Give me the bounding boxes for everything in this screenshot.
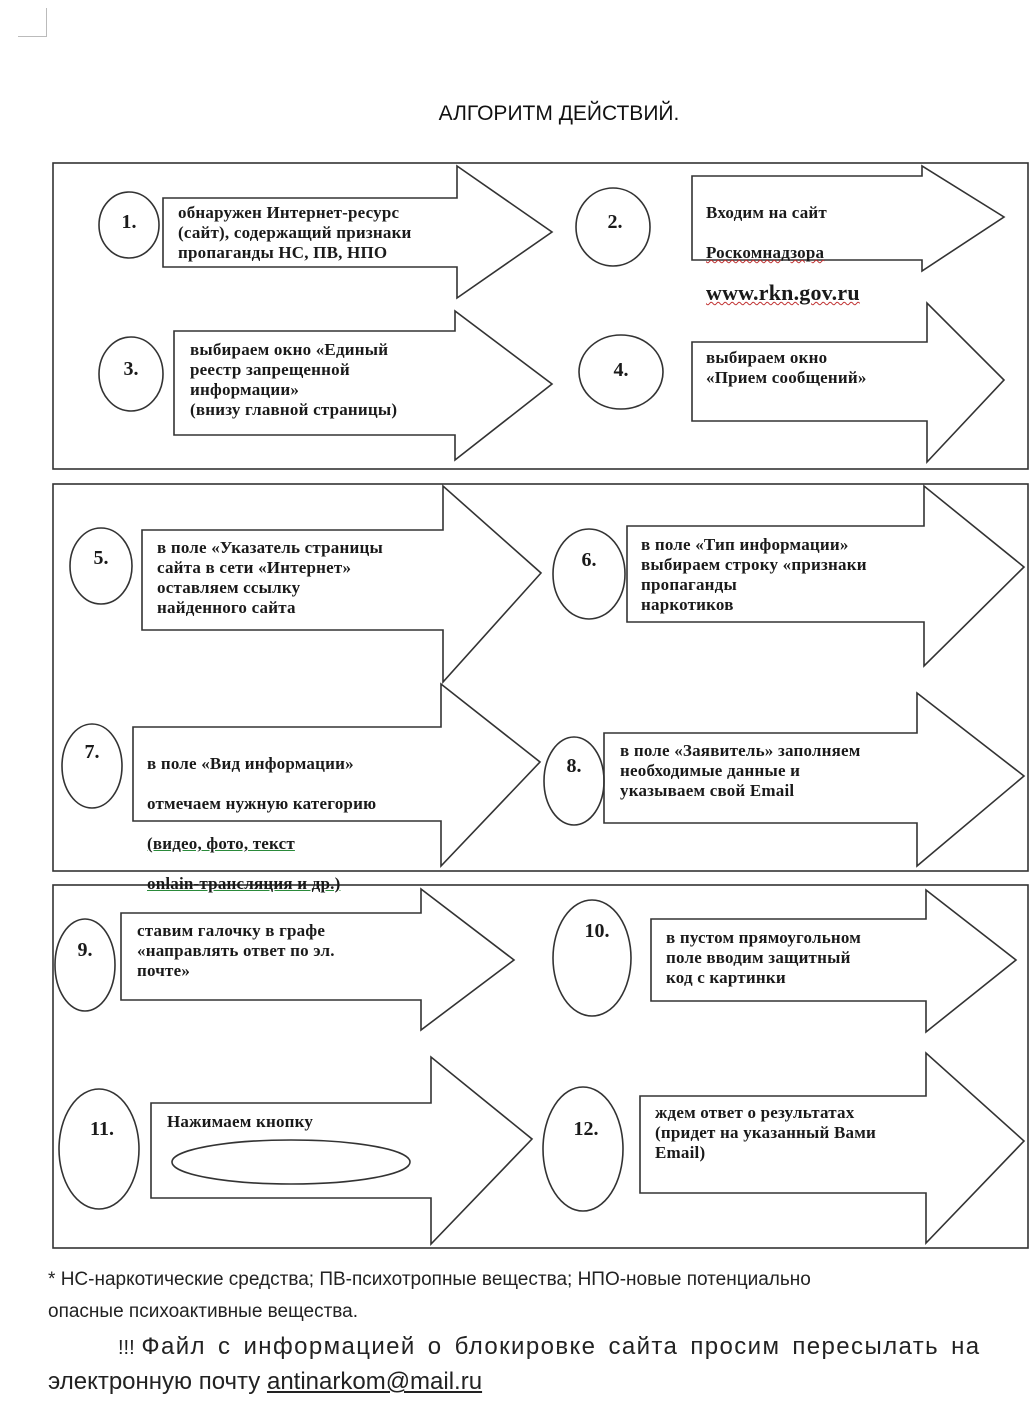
step-11-number: 11. [90,1118,114,1140]
step-12-circle [543,1087,623,1211]
step-11-circle [59,1089,139,1209]
step-2-number: 2. [607,211,623,233]
step-10-circle [553,900,631,1016]
step-3-text: выбираем окно «Единый реестр запрещенной информации» (внизу главной страницы) [190,340,398,419]
step-7-line2: отмечаем нужную категорию [147,794,377,813]
step-7-line3: (видео, фото, текст [147,834,295,853]
step-9-text: ставим галочку в графе «направлять ответ по эл. почте» [137,921,335,980]
step-4-text: выбираем окно «Прием сообщений» [706,348,867,387]
step-7-line1: в поле «Вид информации» [147,754,354,773]
email-link[interactable]: antinarkom@mail.ru [266,1368,483,1395]
step-9-circle [55,919,115,1011]
step-11-arrow [151,1057,532,1244]
step-3-number: 3. [123,358,139,380]
step-2-line1: Входим на сайт [706,203,827,222]
step-5-text: в поле «Указатель страницы сайта в сети «Интернет» оставляем ссылку найденного сайта [157,538,383,617]
step-8-number: 8. [566,755,582,777]
step-6-text: в поле «Тип информации» выбираем строку «признаки пропаганды наркотиков [641,535,867,614]
step-1-number: 1. [121,211,137,233]
step-8-circle [544,737,604,825]
step-8-text: в поле «Заявитель» заполняем необходимые данные и указываем свой Email [620,741,861,800]
step-7-circle [62,724,122,808]
step-11-text: Нажимаем кнопку [167,1112,314,1131]
step-2-line2: Роскомнадзора [706,243,825,262]
step-7-text [147,734,447,894]
footnote-line2: опасные психоактивные вещества. [48,1301,359,1322]
submit-button-shape [172,1140,410,1184]
step-6-circle [553,529,625,619]
step-1-text: обнаружен Интернет-ресурс (сайт), содержащий признаки пропаганды НС, ПВ, НПО [178,203,412,262]
step-10-text: в пустом прямоугольном поле вводим защитный код с картинки [666,928,862,987]
step-4-number: 4. [613,359,629,381]
step-6-number: 6. [581,549,597,571]
notice-marks: !!! [118,1337,135,1359]
step-12-text: ждем ответ о результатах (придет на указанный Вами Email) [655,1103,876,1162]
page-title: АЛГОРИТМ ДЕЙСТВИЙ. [438,102,680,125]
step-2-text [706,183,926,305]
step-2-url: www.rkn.gov.ru [706,280,860,305]
footnote-line1: НС-наркотические средства; ПВ-психотропные вещества; НПО-новые потенциально [60,1269,811,1290]
step-5-number: 5. [93,547,109,569]
notice-line2-prefix: электронную почту [48,1368,261,1395]
step-7-line4: onlain-трансляция и др.) [147,874,341,893]
step-7-number: 7. [84,741,100,763]
step-12-number: 12. [573,1118,599,1140]
footnote [48,1264,1032,1328]
notice [48,1330,1032,1399]
notice-line1: Файл с информацией о блокировке сайта просим пересылать на [141,1333,981,1360]
step-10-number: 10. [584,920,610,942]
footnote-star: * [48,1269,56,1290]
step-9-number: 9. [77,939,93,961]
